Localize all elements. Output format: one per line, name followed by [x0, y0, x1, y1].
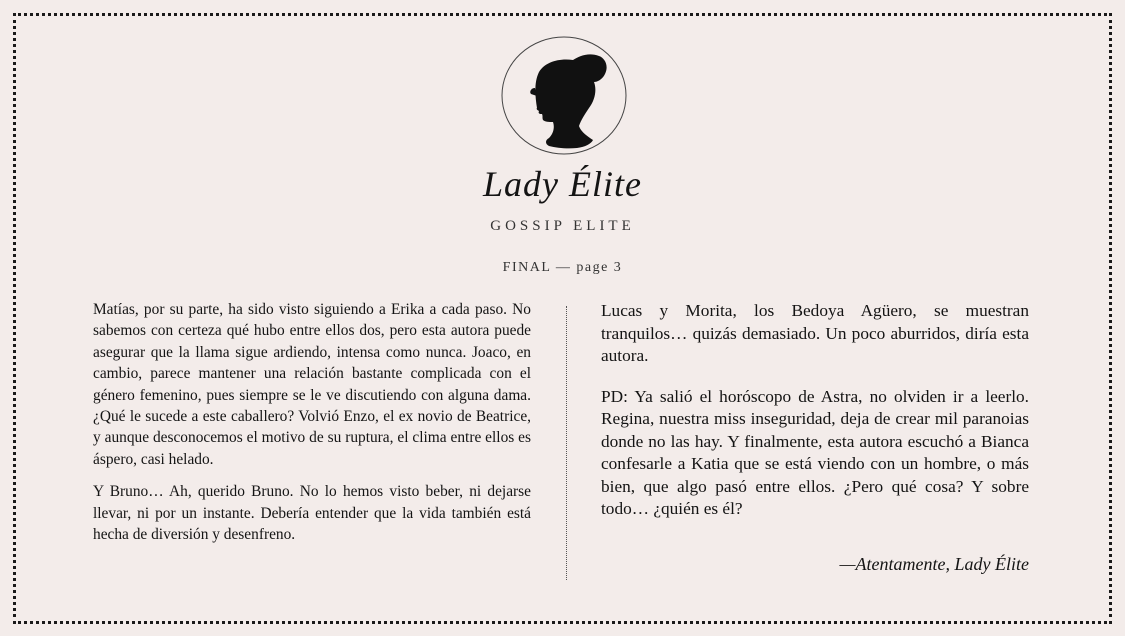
right-column	[601, 300, 1029, 521]
column-divider	[566, 306, 567, 580]
page-number-label: FINAL — page 3	[502, 260, 623, 275]
left-paragraph-2: Y Bruno… Ah, querido Bruno. No lo hemos visto beber, ni dejarse llevar, ni por un instante. Debería entender que la vida también está hecha de diversión y desenfreno.	[93, 483, 531, 544]
lady-silhouette-portrait-icon	[501, 36, 627, 155]
page-title: Lady Élite	[483, 164, 642, 204]
page-subtitle: GOSSIP ELITE	[490, 218, 635, 234]
left-paragraph-1: Matías, por su parte, ha sido visto siguiendo a Erika a cada paso. No sabemos con certeza qué hubo entre ellos dos, pero esta autora puede asegurar que la llama sigue ardiendo, intensa como nunca. Joaco, en cambio, parece mantener una relación bastante complicada con el género femenino, pues siempre se le ve discutiendo con alguna dama. ¿Qué le sucede a este caballero? Volvió Enzo, el ex novio de Beatrice, y aunque desconocemos el motivo de su ruptura, el clima entre ellos es áspero, casi helado.	[93, 301, 531, 468]
signature: —Atentamente, Lady Élite	[839, 554, 1029, 574]
right-paragraph-2: PD: Ya salió el horóscopo de Astra, no olviden ir a leerlo. Regina, nuestra miss inseguridad, deja de crear mil paranoias donde no las hay. Y finalmente, esta autora escuchó a Bianca confesarle a Katia que se está viendo con un hombre, o más bien, que algo pasó entre ellos. ¿Pero qué cosa? Y sobre todo… ¿quién es él?	[601, 386, 1029, 518]
left-column	[93, 299, 531, 545]
right-paragraph-1: Lucas y Morita, los Bedoya Agüero, se muestran tranquilos… quizás demasiado. Un poco aburridos, diría esta autora.	[601, 301, 1029, 365]
